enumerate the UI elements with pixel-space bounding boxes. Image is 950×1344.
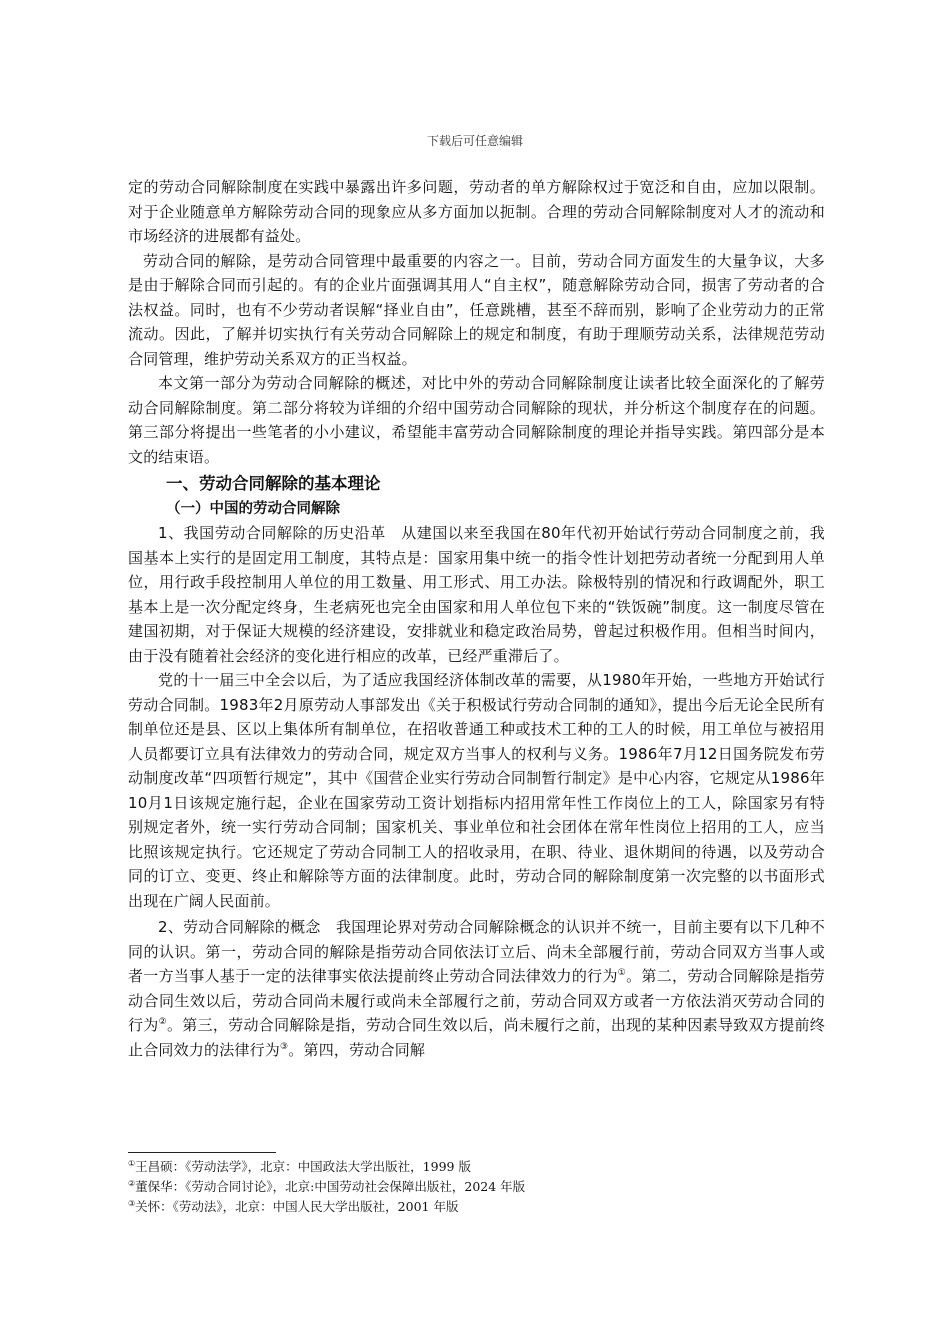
section-heading: 一、劳动合同解除的基本理论 — [166, 474, 381, 493]
footnote-text: 关怀：《劳动法》，北京：中国人民大学出版社，2001 年版 — [135, 1199, 459, 1214]
subsection-heading: （一）中国的劳动合同解除 — [166, 501, 340, 517]
footnote-divider — [128, 1152, 276, 1153]
concept-text-3: 。第三，劳动合同解除是指，劳动合同生效以后，尚未履行之前，出现的某种因素导致双方提前终止合同效力的法律行为 — [128, 1016, 825, 1059]
document-body — [128, 175, 825, 1062]
paragraph-significance: 劳动合同的解除，是劳动合同管理中最重要的内容之一。目前，劳动合同方面发生的大量争议，大多是由于解除合同而引起的。有的企业片面强调其用人“自主权”，随意解除劳动合同，损害了劳动者的合法权益。同时，也有不少劳动者误解“择业自由”，任意跳槽，甚至不辞而别，影响了企业劳动力的正常流动。因此，了解并切实执行有关劳动合同解除上的规定和制度，有助于理顺劳动关系，法律规范劳动合同管理，维护劳动关系双方的正当权益。 — [128, 251, 825, 368]
footnote-ref-2[interactable]: ② — [158, 1017, 167, 1027]
footnote-item — [128, 1177, 828, 1197]
paragraph-history: 1、我国劳动合同解除的历史沿革 从建国以来至我国在80年代初开始试行劳动合同制度之前，我国基本上实行的是固定用工制度，其特点是：国家用集中统一的指令性计划把劳动者统一分配到用人单位，用行政手段控制用人单位的用工数量、用工形式、用工办法。除极特别的情况和行政调配外，职工基本上是一次分配定终身，生老病死也完全由国家和用人单位包下来的“铁饭碗”制度。这一制度尽管在建国初期，对于保证大规模的经济建设，安排就业和稳定政治局势，曾起过积极作用。但相当时间内，由于没有随着社会经济的变化进行相应的改革，已经严重滞后了。 — [128, 524, 825, 665]
concept-text-2: 。第二，劳动合同解除是指劳动合同生效以后，劳动合同尚未履行或尚未全部履行之前，劳动合同双方或者一方依法消灭劳动合同的行为 — [128, 967, 825, 1034]
footnote-mark: ③ — [128, 1198, 136, 1208]
footnote-item — [128, 1157, 828, 1177]
page-header-note: 下载后可任意编辑 — [426, 134, 523, 148]
paragraph-concept — [128, 915, 825, 1062]
footnote-ref-1[interactable]: ① — [617, 968, 627, 978]
footnote-mark: ① — [128, 1158, 136, 1168]
concept-text-4: 。第四，劳动合同解 — [288, 1040, 426, 1059]
paragraph-intro-continued: 定的劳动合同解除制度在实践中暴露出许多问题，劳动者的单方解除权过于宽泛和自由，应加以限制。对于企业随意单方解除劳动合同的现象应从多方面加以扼制。合理的劳动合同解除制度对人才的流动和市场经济的进展都有益处。 — [128, 178, 825, 245]
footnote-text: 董保华：《劳动合同讨论》，北京:中国劳动社会保障出版社，2024 年版 — [135, 1179, 526, 1194]
paragraph-structure: 本文第一部分为劳动合同解除的概述，对比中外的劳动合同解除制度让读者比较全面深化的了解劳动合同解除制度。第二部分将较为详细的介绍中国劳动合同解除的现状，并分析这个制度存在的问题。第三部分将提出一些笔者的小小建议，希望能丰富劳动合同解除制度的理论并指导实践。第四部分是本文的结束语。 — [128, 374, 825, 466]
footnotes — [128, 1157, 828, 1217]
concept-text-1: 2、劳动合同解除的概念 我国理论界对劳动合同解除概念的认识并不统一，目前主要有以下几种不同的认识。第一，劳动合同的解除是指劳动合同依法订立后、尚未全部履行前，劳动合同双方当事人或者一方当事人基于一定的法律事实依法提前终止劳动合同法律效力的行为 — [128, 918, 825, 985]
footnote-ref-3[interactable]: ③ — [280, 1041, 289, 1052]
paragraph-reform: 党的十一届三中全会以后，为了适应我国经济体制改革的需要，从1980年开始，一些地方开始试行劳动合同制。1983年2月原劳动人事部发出《关于积极试行劳动合同制的通知》，提出今后无论全民所有制单位还是县、区以上集体所有制单位，在招收普通工种或技术工种的工人的时候，用工单位与被招用人员都要订立具有法律效力的劳动合同，规定双方当事人的权利与义务。1986年7月12日国务院发布劳动制度改革“四项暂行规定”，其中《国营企业实行劳动合同制暂行制定》是中心内容，它规定从1986年10月1日该规定施行起，企业在国家劳动工资计划指标内招用常年性工作岗位上的工人，除国家另有特别规定者外，统一实行劳动合同制；国家机关、事业单位和社会团体在常年性岗位上招用的工人，应当比照该规定执行。它还规定了劳动合同制工人的招收录用，在职、待业、退休期间的待遇，以及劳动合同的订立、变更、终止和解除等方面的法律制度。此时，劳动合同的解除制度第一次完整的以书面形式出现在广阔人民面前。 — [128, 671, 825, 910]
footnote-text: 王昌硕：《劳动法学》，北京：中国政法大学出版社，1999 版 — [135, 1159, 471, 1174]
footnote-mark: ② — [128, 1178, 136, 1188]
footnote-item — [128, 1197, 828, 1217]
